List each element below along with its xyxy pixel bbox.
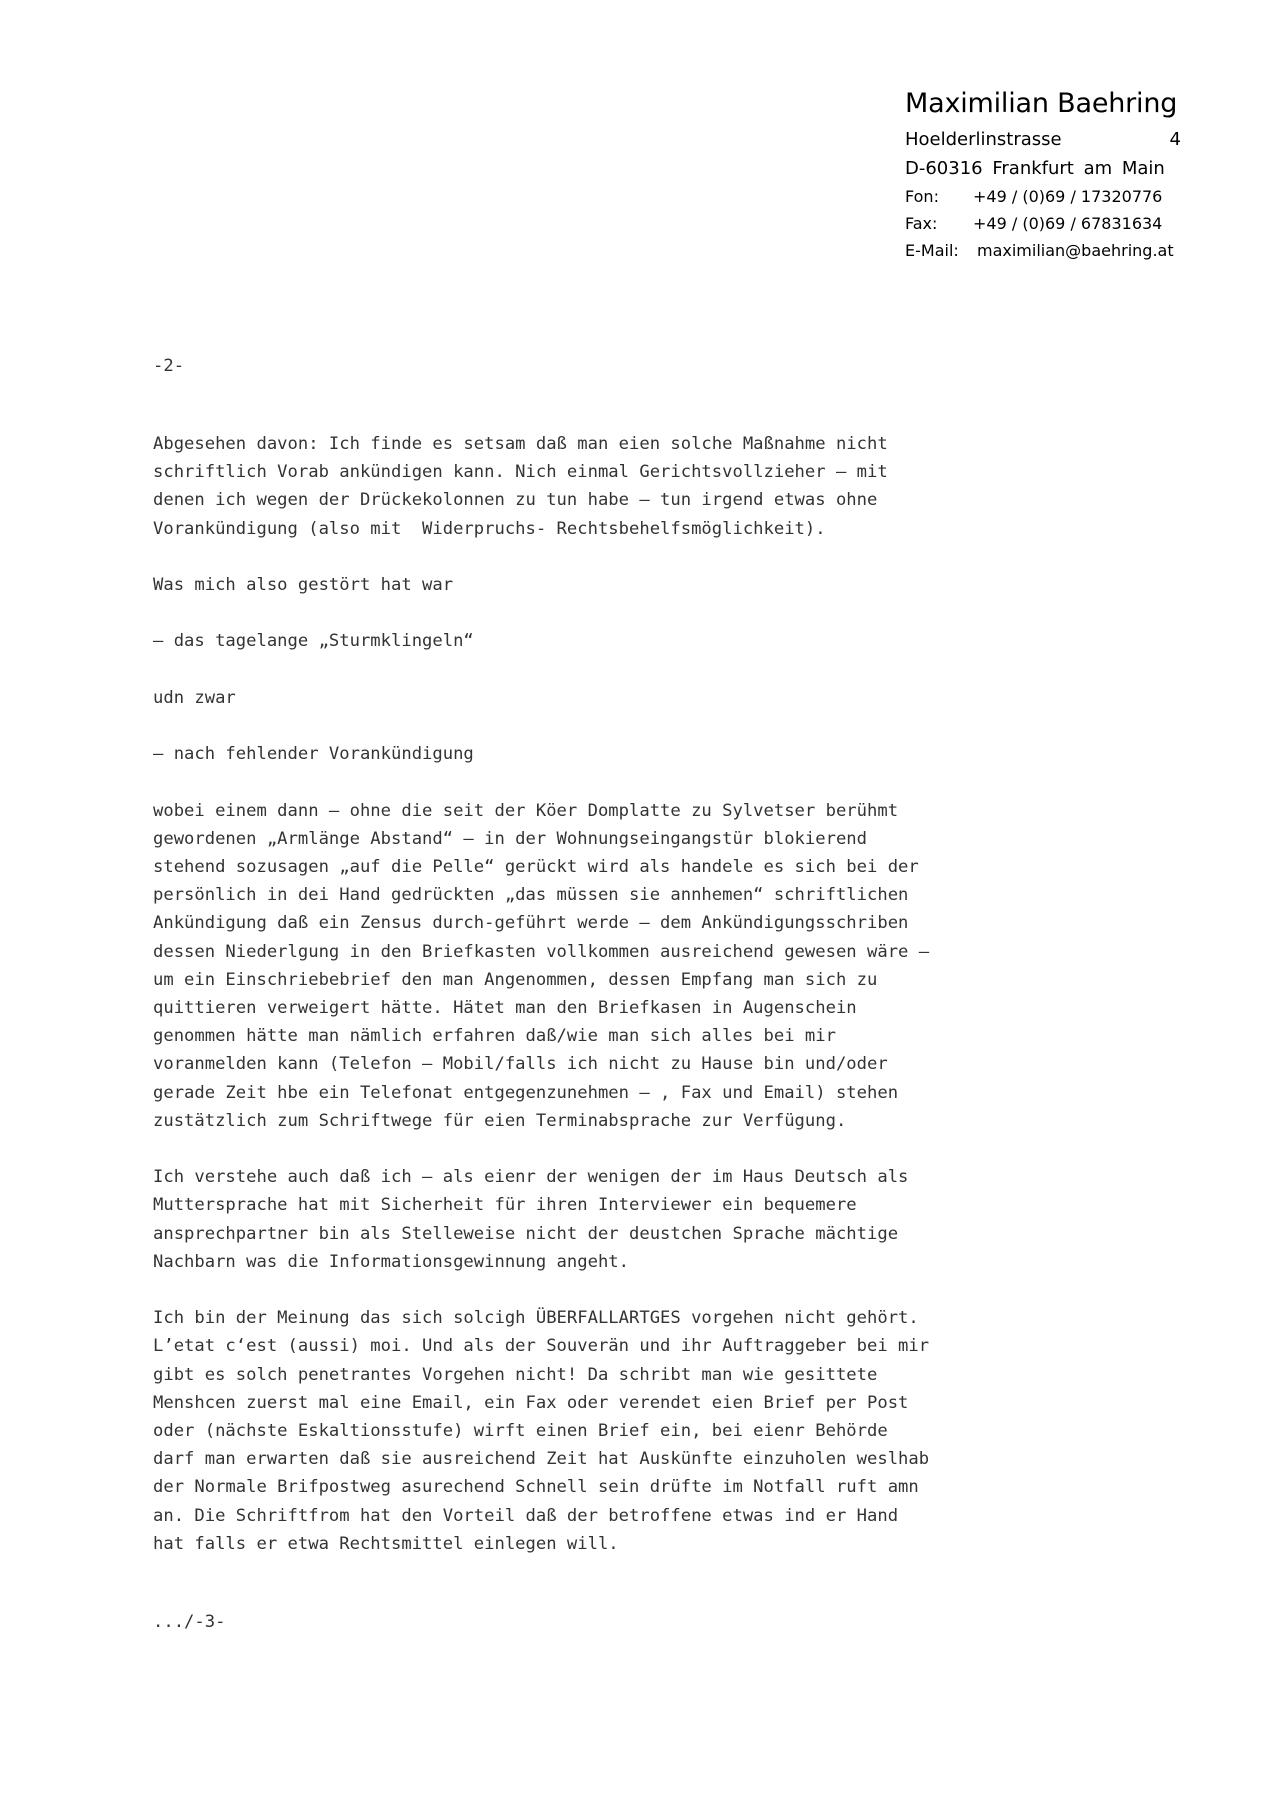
fax-label: Fax: [905,214,938,233]
sender-street-line [905,125,1181,154]
paragraph-intro: Abgesehen davon: Ich finde es setsam daß man eien solche Maßnahme nicht schriftlich Vorab ankündigen kann. Nich einmal Gerichtsvollzieher – mit denen ich wegen der Drückekolonnen zu tun habe – tun irgend etwas ohne Vorankündigung (also mit Widerpruchs- Rechtsbehelfsmöglichkeit). [153,434,888,539]
page-number-top: -2- [153,356,185,376]
letter-body [153,430,1153,1586]
paragraph-details: wobei einem dann – ohne die seit der Köer Domplatte zu Sylvetser berühmt gewordenen „Armlänge Abstand“ – in der Wohnungseingangstür blokierend stehend sozusagen „auf die Pelle“ gerückt wird als handele es sich bei der persönlich in dei Hand gedrückten „das müssen sie annhemen“ schriftlichen Ankündigung daß ein Zensus durch-geführt werde – dem Ankündigungsschriben dessen Niederlgung in den Briefkasten vollkommen ausreichend gewesen wäre – um ein Einschriebebrief den man Angenommen, dessen Empfang man sich zu quittieren verweigert hätte. Hätet man den Briefkasen in Augenschein genommen hätte man nämlich erfahren daß/wie man sich alles bei mir voranmelden kann (Telefon – Mobil/falls ich nicht zu Hause bin und/oder gerade Zeit hbe ein Telefonat entgegenzunehmen – , Fax und Email) stehen zustätzlich zum Schriftwege für eien Terminabsprache zur Verfügung. [153,800,930,1131]
phone-label: Fon: [905,187,939,206]
paragraph-bullet-ringing: – das tagelange „Sturmklingeln“ [153,631,474,652]
sender-city: D-60316 Frankfurt am Main [905,158,1165,179]
sender-name: Maximilian Baehring [905,88,1178,119]
paragraph-language: Ich verstehe auch daß ich – als eienr der wenigen der im Haus Deutsch als Muttersprache hat mit Sicherheit für ihren Interviewer ein bequemere ansprechpartner bin als Stelleweise nicht der deustchen Sprache mächtige Nachbarn was die Informationsgewinnung angeht. [153,1167,909,1272]
sender-fax [905,210,1181,237]
email-value: maximilian@baehring.at [977,241,1174,260]
paragraph-connector: udn zwar [153,687,236,708]
paragraph-bullet-notice: – nach fehlender Vorankündigung [153,744,474,765]
sender-house-number: 4 [1169,129,1181,150]
page-number-bottom: .../-3- [153,1612,226,1632]
phone-value: +49 / (0)69 / 17320776 [973,187,1163,206]
sender-street: Hoelderlinstrasse [905,129,1062,150]
email-label: E-Mail: [905,241,959,260]
paragraph-opinion: Ich bin der Meinung das sich solcigh ÜBERFALLARTGES vorgehen nicht gehört. L’etat c‘est (aussi) moi. Und als der Souverän und ihr Auftraggeber bei mir gibt es solch penetrantes Vorgehen nicht! Da schribt man wie gesittete Menshcen zuerst mal eine Email, ein Fax oder verendet eien Brief per Post oder (nächste Eskaltionsstufe) wirft einen Brief ein, bei eienr Behörde darf man erwarten daß sie ausreichend Zeit hat Auskünfte einzuholen weslhab der Normale Brifpostweg asurechend Schnell sein drüfte im Notfall ruft amn an. Die Schriftfrom hat den Vorteil daß der betroffene etwas ind er Hand hat falls er etwa Rechtsmittel einlegen will. [153,1308,930,1554]
fax-value: +49 / (0)69 / 67831634 [973,214,1163,233]
letterhead [905,86,1181,264]
paragraph-complaint-lead: Was mich also gestört hat war [153,575,454,595]
sender-phone [905,183,1181,210]
sender-email [905,237,1181,264]
